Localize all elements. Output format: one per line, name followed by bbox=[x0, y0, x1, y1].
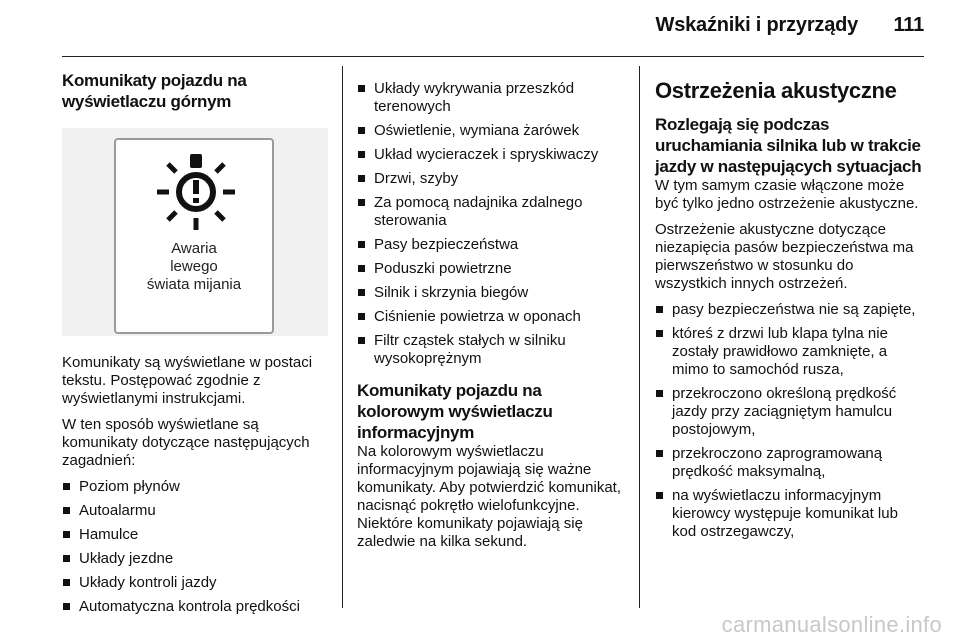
list-item: Autoalarmu bbox=[62, 502, 328, 520]
header-divider bbox=[62, 56, 924, 57]
hud-message-text bbox=[116, 240, 272, 294]
section-heading-acoustic: Ostrzeżenia akustyczne bbox=[655, 78, 897, 103]
section-heading-color-display: Komunikaty pojazdu na kolorowym wyświetlaczu informacyjnym bbox=[357, 381, 553, 442]
topic-list-continued bbox=[357, 80, 625, 368]
list-item: Oświetlenie, wymiana żarówek bbox=[357, 122, 625, 140]
paragraph: W ten sposób wyświetlane są komunikaty dotyczące następujących zagadnień: bbox=[62, 416, 310, 469]
bullet-square-icon bbox=[656, 450, 663, 457]
paragraph: Na kolorowym wyświetlaczu informacyjnym pojawiają się ważne komunikaty. Aby potwierdzić komunikat, nacisnąć pokrętło wielofunkcyjne. Niektóre komunikaty pojawiają się zaledwie na kilka sekund. bbox=[357, 443, 622, 550]
list-item: Układy wykrywania przeszkód terenowych bbox=[357, 80, 625, 116]
subsection-heading: Rozlegają się podczas uruchamiania silnika lub w trakcie jazdy w następujących sytuacjach bbox=[655, 115, 922, 176]
list-item: Poduszki powietrzne bbox=[357, 260, 625, 278]
bullet-square-icon bbox=[358, 265, 365, 272]
bullet-square-icon bbox=[358, 313, 365, 320]
bullet-square-icon bbox=[358, 151, 365, 158]
list-item: Poziom płynów bbox=[62, 478, 328, 496]
page-number: 111 bbox=[893, 14, 924, 36]
list-item: Drzwi, szyby bbox=[357, 170, 625, 188]
list-item: Ciśnienie powietrza w oponach bbox=[357, 308, 625, 326]
bullet-square-icon bbox=[656, 390, 663, 397]
bullet-square-icon bbox=[63, 555, 70, 562]
bullet-square-icon bbox=[656, 330, 663, 337]
headlight-fault-icon bbox=[154, 152, 238, 236]
warning-list bbox=[655, 301, 925, 541]
list-item: Hamulce bbox=[62, 526, 328, 544]
list-item: Silnik i skrzynia biegów bbox=[357, 284, 625, 302]
list-item: przekroczono określoną prędkość jazdy przy zaciągniętym hamulcu postojowym, bbox=[655, 385, 925, 439]
bullet-square-icon bbox=[63, 603, 70, 610]
column-2 bbox=[357, 80, 625, 551]
bullet-square-icon bbox=[63, 507, 70, 514]
bullet-square-icon bbox=[358, 337, 365, 344]
list-item: któreś z drzwi lub klapa tylna nie zostały prawidłowo zamknięte, a mimo to samochód rusza, bbox=[655, 325, 925, 379]
page-title: Wskaźniki i przyrządy bbox=[655, 14, 859, 36]
bullet-square-icon bbox=[63, 579, 70, 586]
list-item: Układy kontroli jazdy bbox=[62, 574, 328, 592]
hud-message-line: lewego bbox=[170, 258, 218, 275]
bullet-square-icon bbox=[63, 483, 70, 490]
list-item: Za pomocą nadajnika zdalnego sterowania bbox=[357, 194, 625, 230]
bullet-square-icon bbox=[656, 492, 663, 499]
bullet-square-icon bbox=[358, 175, 365, 182]
column-divider-1 bbox=[342, 66, 343, 608]
bullet-square-icon bbox=[656, 306, 663, 313]
bullet-square-icon bbox=[358, 289, 365, 296]
hud-message-line: świata mijania bbox=[146, 276, 242, 293]
list-item: pasy bezpieczeństwa nie są zapięte, bbox=[655, 301, 925, 319]
bullet-square-icon bbox=[358, 241, 365, 248]
list-item: Filtr cząstek stałych w silniku wysokoprężnym bbox=[357, 332, 625, 368]
list-item: Układy jezdne bbox=[62, 550, 328, 568]
paragraph: Ostrzeżenie akustyczne dotyczące niezapięcia pasów bezpieczeństwa ma pierwszeństwo w stosunku do wszystkich innych ostrzeżeń. bbox=[655, 221, 914, 292]
watermark: carmanualsonline.info bbox=[721, 612, 942, 637]
hud-message-line: Awaria bbox=[171, 240, 217, 257]
list-item: Układ wycieraczek i spryskiwaczy bbox=[357, 146, 625, 164]
column-3 bbox=[655, 78, 925, 547]
page-header bbox=[656, 14, 924, 37]
hud-display-panel bbox=[114, 138, 274, 334]
hud-message-figure bbox=[62, 128, 328, 336]
list-item: przekroczono zaprogramowaną prędkość maksymalną, bbox=[655, 445, 925, 481]
bullet-square-icon bbox=[358, 199, 365, 206]
topic-list bbox=[62, 478, 328, 616]
section-heading-hud: Komunikaty pojazdu na wyświetlaczu górnym bbox=[62, 71, 247, 111]
list-item: Pasy bezpieczeństwa bbox=[357, 236, 625, 254]
bullet-square-icon bbox=[358, 127, 365, 134]
paragraph: W tym samym czasie włączone może być tylko jedno ostrzeżenie akustyczne. bbox=[655, 177, 919, 212]
list-item: Automatyczna kontrola prędkości bbox=[62, 598, 328, 616]
bullet-square-icon bbox=[358, 85, 365, 92]
paragraph: Komunikaty są wyświetlane w postaci tekstu. Postępować zgodnie z wyświetlanymi instrukcjami. bbox=[62, 354, 313, 407]
bullet-square-icon bbox=[63, 531, 70, 538]
column-1 bbox=[62, 70, 328, 622]
column-divider-2 bbox=[639, 66, 640, 608]
list-item: na wyświetlaczu informacyjnym kierowcy występuje komunikat lub kod ostrzegawczy, bbox=[655, 487, 925, 541]
